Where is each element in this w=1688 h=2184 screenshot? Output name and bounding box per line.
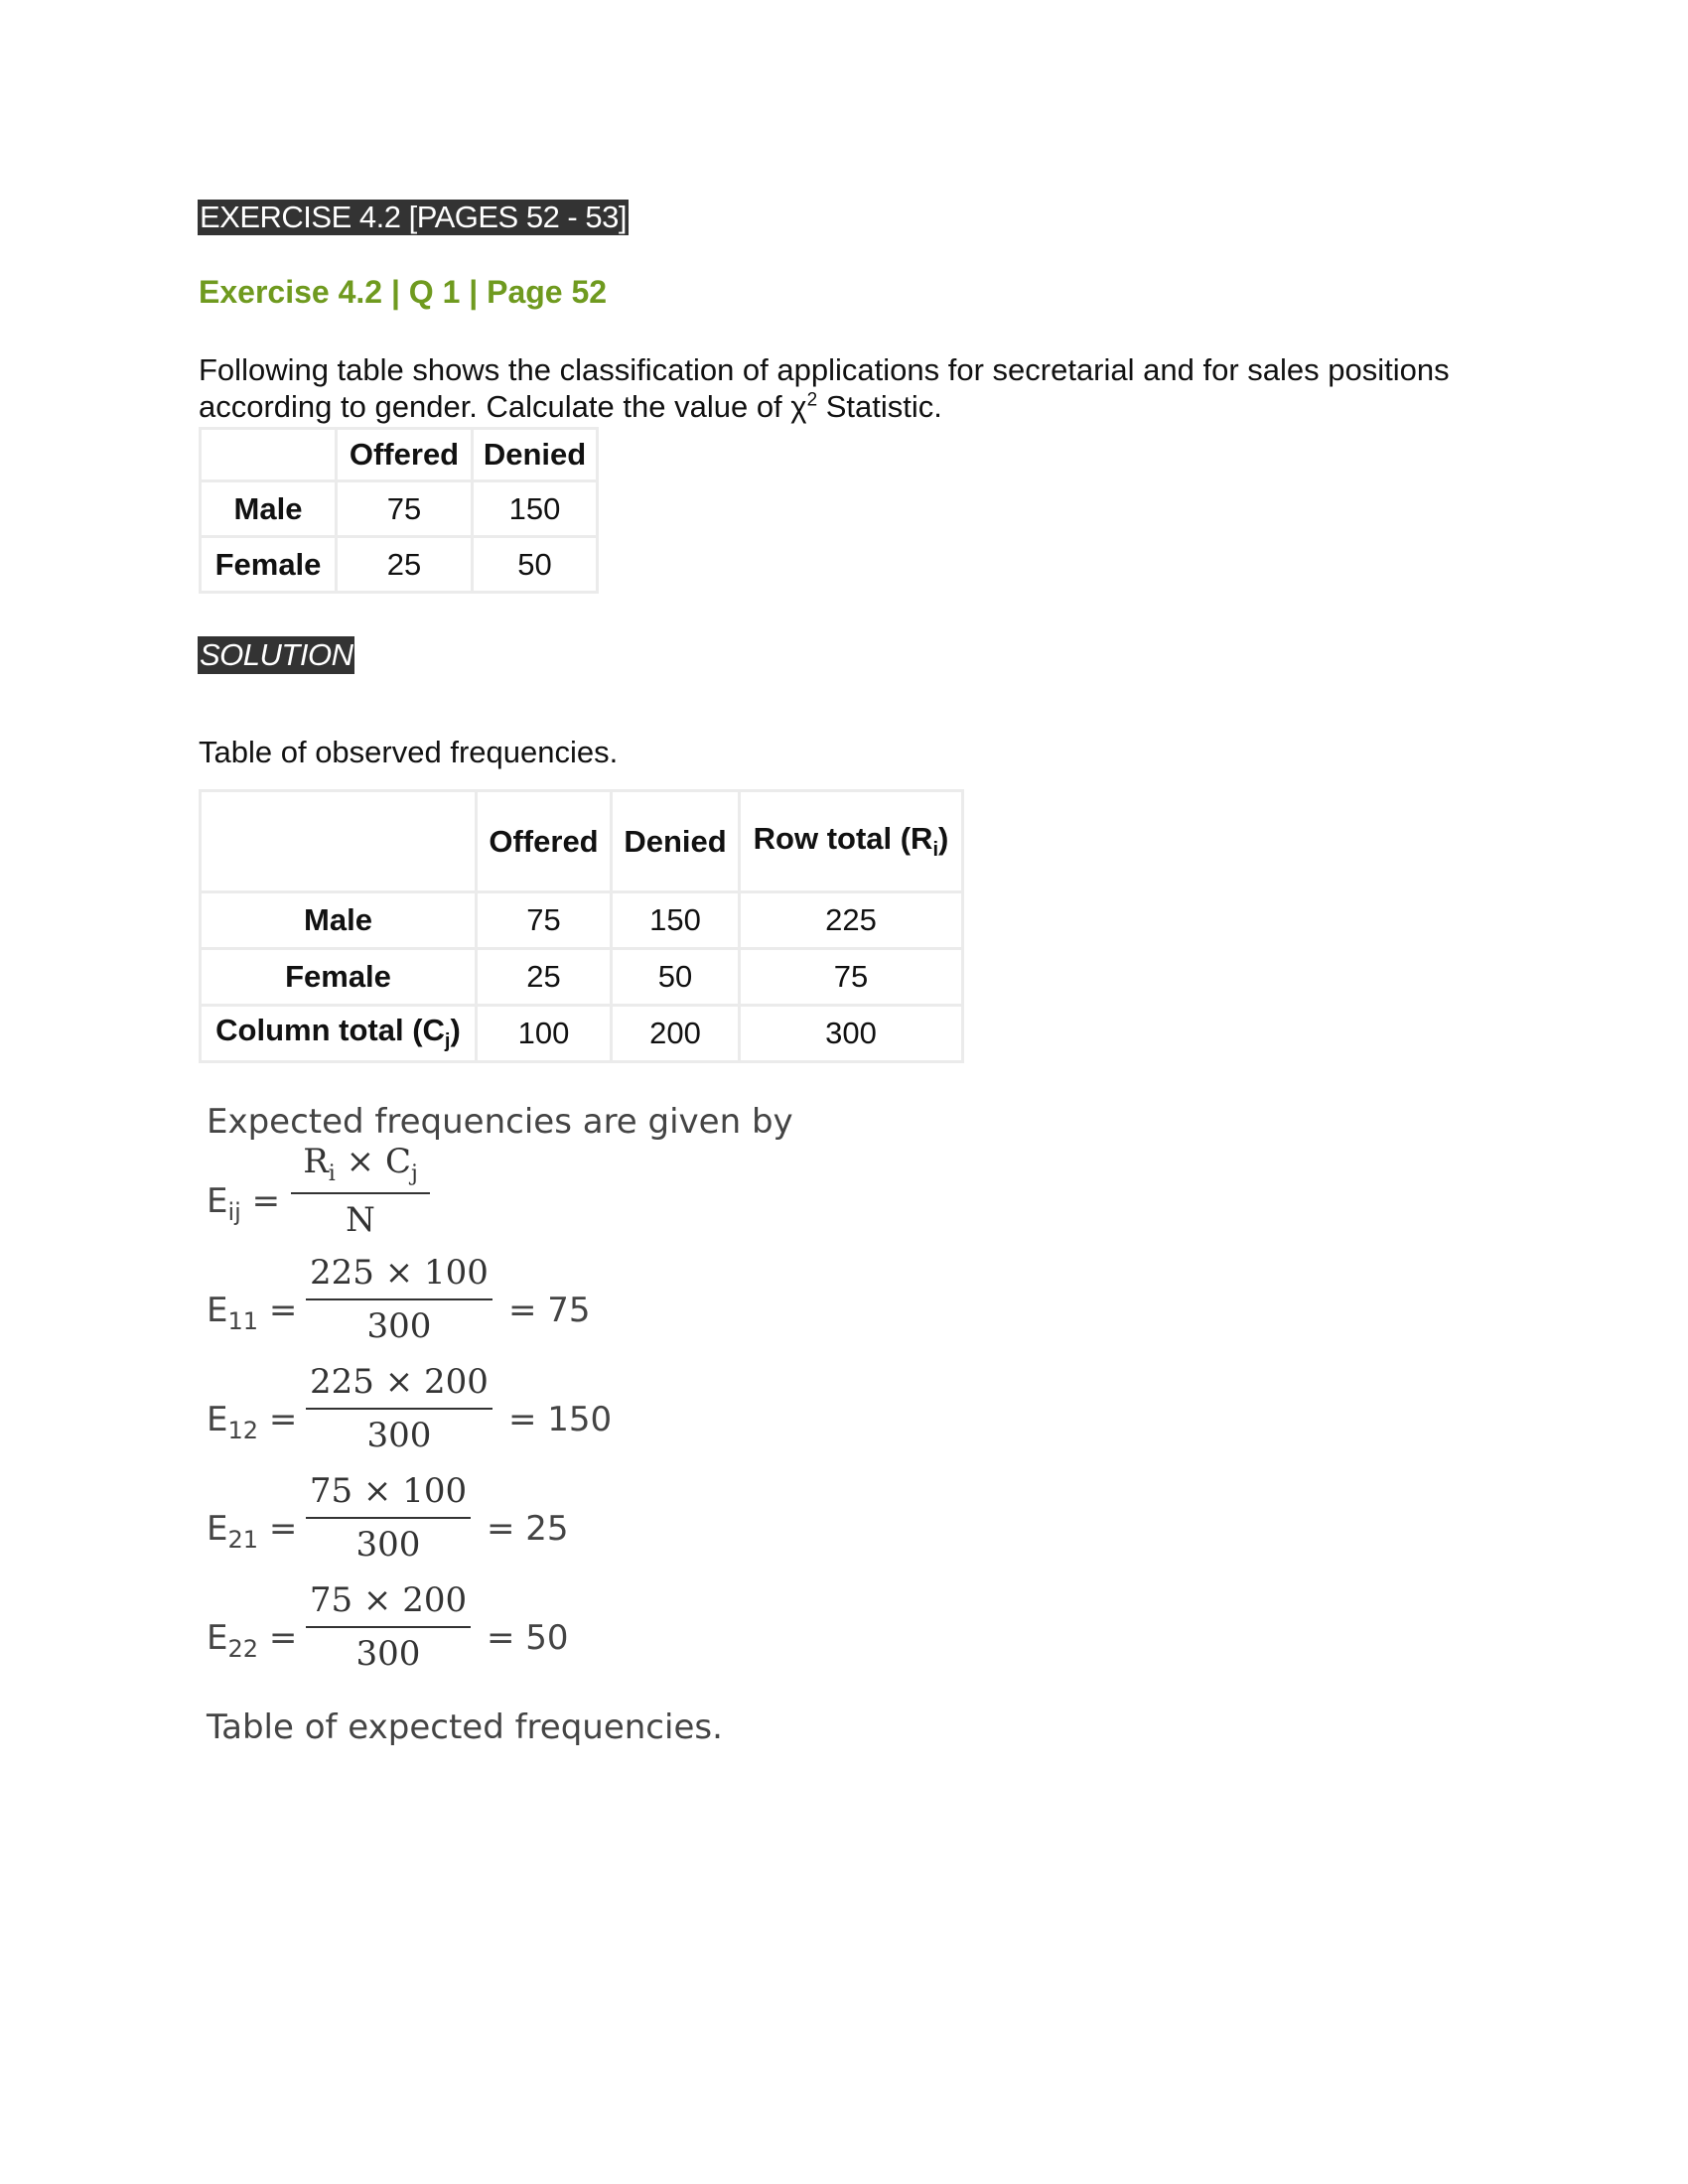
table-cell: 150: [612, 892, 740, 949]
table-row: [201, 949, 963, 1006]
table-cell: 25: [477, 949, 612, 1006]
column-total-sub: j: [444, 1030, 451, 1053]
observed-table: [199, 789, 964, 1063]
fraction-numerator: 75 × 200: [309, 1580, 468, 1620]
column-total-label: Column total (C: [215, 1013, 445, 1048]
fraction-numerator: 225 × 100: [310, 1253, 489, 1293]
equation-e21-result: = 25: [487, 1509, 569, 1549]
numerator-r: R: [303, 1142, 329, 1181]
formula-e-sub: ij: [227, 1197, 241, 1226]
equation-e12-result: = 150: [508, 1400, 613, 1439]
header-cell-denied: Denied: [473, 429, 598, 481]
equation-e11-fraction: [306, 1253, 492, 1346]
equation-e21-fraction: [306, 1471, 471, 1565]
table-cell: 75: [477, 892, 612, 949]
equation-e11-result: = 75: [508, 1291, 591, 1330]
fraction-denominator: 300: [366, 1416, 432, 1455]
table-row: [201, 892, 963, 949]
fraction-denominator: 300: [355, 1525, 421, 1565]
chi-square-superscript: 2: [806, 389, 818, 411]
numerator-c-sub: j: [410, 1160, 418, 1186]
fraction-bar: [291, 1192, 430, 1194]
general-formula-fraction: [291, 1142, 430, 1240]
table-cell: 200: [612, 1006, 740, 1062]
expected-intro: Expected frequencies are given by: [207, 1102, 793, 1142]
fraction-numerator: 225 × 200: [310, 1362, 489, 1402]
row-total-close: ): [938, 820, 949, 856]
numerator-r-sub: i: [328, 1160, 336, 1186]
equation-e-sub: 22: [227, 1634, 259, 1663]
fraction-bar: [306, 1408, 492, 1410]
table-row: [201, 1006, 963, 1062]
equation-e: E: [207, 1400, 228, 1439]
formula-e: E: [207, 1181, 228, 1221]
solution-label: SOLUTION: [200, 637, 353, 672]
fraction-bar: [306, 1626, 471, 1628]
row-label-male: Male: [201, 481, 337, 537]
fraction-denominator: N: [346, 1199, 375, 1240]
question-reference[interactable]: Exercise 4.2 | Q 1 | Page 52: [199, 274, 608, 310]
equation-e-sub: 11: [227, 1306, 259, 1335]
row-label-column-total: [201, 1006, 477, 1062]
equation-e22-fraction: [306, 1580, 471, 1674]
question-text-end: Statistic.: [817, 389, 942, 424]
equation-e21-lhs: $E_{21}$ =: [207, 1509, 298, 1554]
general-formula-lhs: $E_{ij}$ =: [207, 1181, 281, 1226]
header-cell-blank: [201, 791, 477, 892]
header-cell-offered: Offered: [477, 791, 612, 892]
fraction-numerator: 75 × 100: [309, 1471, 468, 1511]
table-cell: 25: [337, 537, 473, 593]
equation-e: E: [207, 1618, 228, 1658]
equation-e-sub: 12: [227, 1416, 259, 1444]
table-cell: 150: [473, 481, 598, 537]
column-total-close: ): [450, 1013, 461, 1048]
fraction-numerator: [291, 1142, 430, 1186]
fraction-denominator: 300: [355, 1634, 421, 1674]
table-row: [201, 481, 598, 537]
table-cell: 50: [473, 537, 598, 593]
expected-outro: Table of expected frequencies.: [207, 1707, 723, 1747]
equation-e: E: [207, 1291, 228, 1330]
row-label-female: Female: [201, 537, 337, 593]
row-total-label: Row total (R: [753, 820, 933, 856]
header-cell-offered: Offered: [337, 429, 473, 481]
question-text-main: Following table shows the classification of applications for secretarial and for sales positions according to gender. Calculate the value of χ: [199, 352, 1450, 424]
row-label-male: Male: [201, 892, 477, 949]
table-cell: 225: [740, 892, 963, 949]
table-cell: 300: [740, 1006, 963, 1062]
table-header-row: [201, 429, 598, 481]
table-cell: 50: [612, 949, 740, 1006]
row-label-female: Female: [201, 949, 477, 1006]
table-cell: 75: [740, 949, 963, 1006]
equation-e11-lhs: $E_{11}$ =: [207, 1291, 298, 1335]
equation-e12-lhs: $E_{12}$ =: [207, 1400, 298, 1444]
table-cell: 100: [477, 1006, 612, 1062]
numerator-times-c: × C: [335, 1142, 411, 1181]
equation-e22-lhs: $E_{22}$ =: [207, 1618, 298, 1663]
equation-e22-result: = 50: [487, 1618, 569, 1658]
fraction-bar: [306, 1298, 492, 1300]
header-cell-denied: Denied: [612, 791, 740, 892]
row-total-sub: i: [932, 839, 939, 862]
question-text: [199, 351, 1450, 425]
equation-e: E: [207, 1509, 228, 1549]
equation-e12-fraction: [306, 1362, 492, 1455]
observed-caption: Table of observed frequencies.: [199, 735, 619, 769]
fraction-denominator: 300: [366, 1306, 432, 1346]
header-cell-blank: [201, 429, 337, 481]
equation-e-sub: 21: [227, 1525, 259, 1554]
question-table: [199, 427, 599, 594]
exercise-banner: EXERCISE 4.2 [PAGES 52 - 53]: [200, 200, 627, 234]
header-cell-row-total: [740, 791, 963, 892]
table-header-row: [201, 791, 963, 892]
table-cell: 75: [337, 481, 473, 537]
table-row: [201, 537, 598, 593]
fraction-bar: [306, 1517, 471, 1519]
